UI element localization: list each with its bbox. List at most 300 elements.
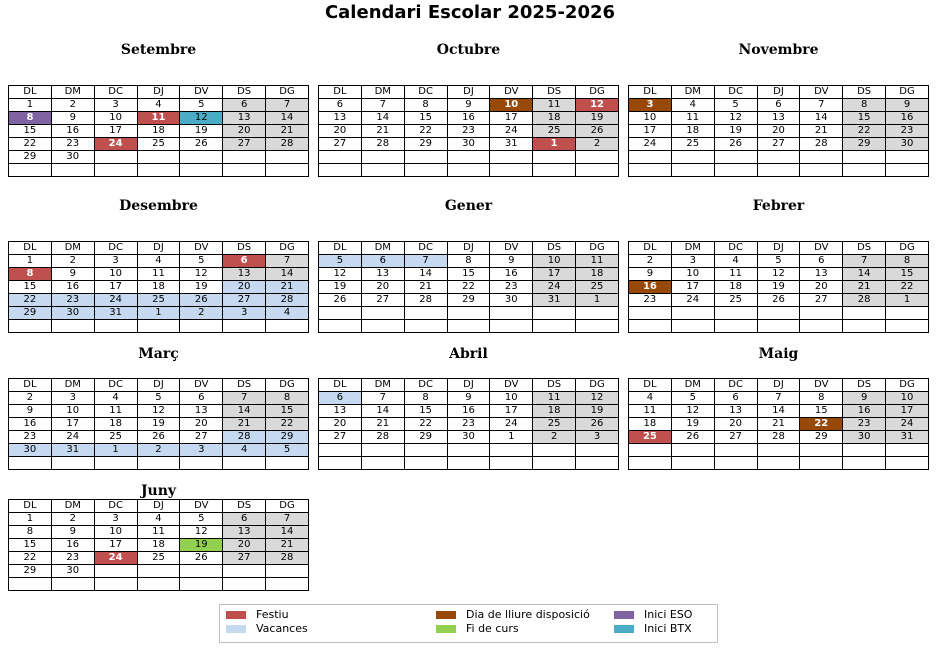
day-cell: 15 — [800, 405, 843, 418]
day-cell: 11 — [629, 405, 672, 418]
day-cell: 6 — [223, 99, 266, 112]
weekday-header: DG — [266, 500, 309, 513]
day-cell: 16 — [51, 125, 94, 138]
day-cell: 6 — [361, 255, 404, 268]
weekday-header-row — [9, 242, 309, 255]
day-cell: 8 — [886, 255, 929, 268]
day-cell: 1 — [9, 255, 52, 268]
day-cell — [319, 151, 362, 164]
weekday-header: DC — [714, 242, 757, 255]
day-cell — [51, 578, 94, 591]
day-cell: 17 — [94, 125, 137, 138]
day-cell: 5 — [319, 255, 362, 268]
day-cell: 30 — [886, 138, 929, 151]
day-cell: 18 — [137, 281, 180, 294]
weekday-header: DG — [576, 379, 619, 392]
weekday-header-row — [319, 86, 619, 99]
day-cell: 9 — [629, 268, 672, 281]
day-cell: 2 — [51, 99, 94, 112]
day-cell — [671, 307, 714, 320]
day-cell: 2 — [576, 138, 619, 151]
weekday-header: DL — [319, 242, 362, 255]
day-cell — [629, 444, 672, 457]
weekday-header: DS — [843, 86, 886, 99]
day-cell: 12 — [576, 392, 619, 405]
day-cell — [266, 164, 309, 177]
day-cell: 25 — [137, 294, 180, 307]
day-cell: 1 — [886, 294, 929, 307]
day-cell: 15 — [9, 539, 52, 552]
day-cell: 18 — [137, 125, 180, 138]
weekday-header: DG — [266, 242, 309, 255]
day-cell: 8 — [266, 392, 309, 405]
weekday-header: DL — [9, 86, 52, 99]
legend-swatch-lliure — [436, 611, 456, 619]
day-cell: 4 — [137, 99, 180, 112]
day-cell: 16 — [51, 539, 94, 552]
day-cell — [629, 164, 672, 177]
day-cell: 6 — [223, 513, 266, 526]
day-cell: 4 — [714, 255, 757, 268]
day-cell — [180, 578, 223, 591]
legend — [219, 604, 718, 643]
weekday-header: DG — [266, 86, 309, 99]
day-cell: 6 — [180, 392, 223, 405]
weekday-header: DL — [629, 242, 672, 255]
day-cell: 15 — [843, 112, 886, 125]
day-cell: 28 — [266, 552, 309, 565]
day-cell: 10 — [490, 392, 533, 405]
week-row — [9, 457, 309, 470]
day-cell — [361, 307, 404, 320]
week-row — [9, 565, 309, 578]
weekday-header: DM — [51, 86, 94, 99]
day-cell — [9, 457, 52, 470]
day-cell: 22 — [404, 125, 447, 138]
weekday-header: DJ — [137, 500, 180, 513]
day-cell: 25 — [137, 138, 180, 151]
day-cell: 12 — [319, 268, 362, 281]
day-cell — [800, 320, 843, 333]
weekday-header: DJ — [137, 379, 180, 392]
day-cell: 28 — [266, 138, 309, 151]
day-cell: 28 — [361, 431, 404, 444]
weekday-header-row — [629, 379, 929, 392]
day-cell: 15 — [886, 268, 929, 281]
day-cell: 26 — [180, 552, 223, 565]
weekday-header-row — [629, 242, 929, 255]
day-cell: 22 — [9, 294, 52, 307]
month-table — [318, 378, 619, 470]
day-cell — [757, 444, 800, 457]
week-row — [9, 405, 309, 418]
day-cell: 27 — [319, 138, 362, 151]
day-cell: 18 — [671, 125, 714, 138]
day-cell: 29 — [266, 431, 309, 444]
week-row — [629, 164, 929, 177]
day-cell: 10 — [671, 268, 714, 281]
month-table — [8, 241, 309, 333]
day-cell: 15 — [404, 405, 447, 418]
day-cell — [490, 164, 533, 177]
day-cell: 19 — [757, 281, 800, 294]
day-cell: 18 — [629, 418, 672, 431]
day-cell: 8 — [9, 526, 52, 539]
day-cell — [94, 578, 137, 591]
month-title: Juny — [140, 483, 177, 499]
day-cell: 18 — [576, 268, 619, 281]
week-row — [9, 513, 309, 526]
weekday-header: DC — [94, 500, 137, 513]
day-cell: 30 — [9, 444, 52, 457]
day-cell: 21 — [757, 418, 800, 431]
day-cell: 7 — [404, 255, 447, 268]
day-cell — [94, 565, 137, 578]
week-row — [319, 307, 619, 320]
day-cell: 7 — [266, 513, 309, 526]
day-cell: 11 — [137, 268, 180, 281]
day-cell: 25 — [533, 418, 576, 431]
legend-label-vacances: Vacances — [256, 622, 308, 635]
day-cell: 14 — [266, 526, 309, 539]
day-cell: 25 — [576, 281, 619, 294]
weekday-header: DG — [886, 242, 929, 255]
day-cell: 15 — [9, 281, 52, 294]
day-cell — [94, 164, 137, 177]
day-cell: 29 — [9, 307, 52, 320]
day-cell: 2 — [629, 255, 672, 268]
day-cell: 14 — [266, 268, 309, 281]
week-row — [629, 125, 929, 138]
day-cell: 2 — [180, 307, 223, 320]
day-cell: 5 — [180, 99, 223, 112]
day-cell: 10 — [94, 268, 137, 281]
day-cell: 14 — [361, 405, 404, 418]
week-row — [9, 320, 309, 333]
day-cell — [576, 444, 619, 457]
week-row — [629, 138, 929, 151]
day-cell: 13 — [714, 405, 757, 418]
day-cell: 29 — [9, 565, 52, 578]
week-row — [9, 392, 309, 405]
day-cell: 5 — [180, 513, 223, 526]
day-cell: 9 — [9, 405, 52, 418]
day-cell: 9 — [490, 255, 533, 268]
week-row — [629, 444, 929, 457]
day-cell: 31 — [533, 294, 576, 307]
day-cell: 12 — [714, 112, 757, 125]
day-cell: 29 — [404, 431, 447, 444]
day-cell — [404, 151, 447, 164]
day-cell: 11 — [671, 112, 714, 125]
day-cell: 3 — [629, 99, 672, 112]
day-cell: 2 — [137, 444, 180, 457]
day-cell: 2 — [9, 392, 52, 405]
day-cell — [490, 307, 533, 320]
day-cell: 24 — [533, 281, 576, 294]
day-cell: 3 — [94, 513, 137, 526]
weekday-header: DM — [361, 242, 404, 255]
day-cell — [137, 320, 180, 333]
day-cell: 16 — [9, 418, 52, 431]
day-cell: 22 — [843, 125, 886, 138]
day-cell — [180, 457, 223, 470]
legend-swatch-inici-btx — [614, 625, 634, 633]
weekday-header: DM — [51, 379, 94, 392]
day-cell: 5 — [714, 99, 757, 112]
day-cell: 13 — [319, 405, 362, 418]
day-cell — [266, 578, 309, 591]
day-cell: 11 — [137, 112, 180, 125]
day-cell — [361, 457, 404, 470]
month-table — [8, 378, 309, 470]
legend-swatch-fi-curs — [436, 625, 456, 633]
day-cell — [137, 578, 180, 591]
weekday-header: DV — [490, 242, 533, 255]
day-cell: 23 — [843, 418, 886, 431]
day-cell: 13 — [180, 405, 223, 418]
legend-label-lliure: Dia de lliure disposició — [466, 608, 590, 621]
day-cell: 27 — [223, 138, 266, 151]
day-cell: 6 — [223, 255, 266, 268]
day-cell: 24 — [629, 138, 672, 151]
day-cell: 23 — [51, 552, 94, 565]
day-cell — [223, 320, 266, 333]
day-cell: 14 — [800, 112, 843, 125]
week-row — [319, 444, 619, 457]
day-cell: 8 — [9, 112, 52, 125]
day-cell: 27 — [361, 294, 404, 307]
day-cell: 13 — [223, 112, 266, 125]
day-cell: 9 — [843, 392, 886, 405]
weekday-header: DG — [886, 379, 929, 392]
day-cell: 7 — [843, 255, 886, 268]
day-cell — [490, 320, 533, 333]
day-cell: 25 — [714, 294, 757, 307]
day-cell: 29 — [404, 138, 447, 151]
day-cell: 11 — [533, 392, 576, 405]
day-cell: 25 — [671, 138, 714, 151]
day-cell: 31 — [886, 431, 929, 444]
day-cell: 20 — [319, 125, 362, 138]
month-table — [8, 499, 309, 591]
week-row — [9, 526, 309, 539]
day-cell: 8 — [843, 99, 886, 112]
weekday-header: DL — [9, 379, 52, 392]
day-cell: 16 — [51, 281, 94, 294]
month-title: Desembre — [119, 198, 198, 214]
weekday-header: DG — [576, 242, 619, 255]
day-cell — [51, 164, 94, 177]
weekday-header: DJ — [757, 242, 800, 255]
day-cell — [447, 307, 490, 320]
day-cell: 31 — [51, 444, 94, 457]
week-row — [319, 268, 619, 281]
week-row — [9, 164, 309, 177]
day-cell — [266, 320, 309, 333]
day-cell: 23 — [447, 418, 490, 431]
day-cell: 12 — [137, 405, 180, 418]
day-cell — [9, 320, 52, 333]
day-cell: 1 — [533, 138, 576, 151]
week-row — [319, 151, 619, 164]
legend-label-inici-eso: Inici ESO — [644, 608, 693, 621]
weekday-header-row — [9, 500, 309, 513]
month-title: Febrer — [752, 198, 805, 214]
day-cell: 30 — [447, 138, 490, 151]
day-cell — [629, 307, 672, 320]
day-cell: 7 — [266, 99, 309, 112]
day-cell: 4 — [671, 99, 714, 112]
day-cell: 18 — [94, 418, 137, 431]
day-cell: 17 — [886, 405, 929, 418]
day-cell: 14 — [757, 405, 800, 418]
day-cell: 28 — [843, 294, 886, 307]
week-row — [319, 392, 619, 405]
day-cell: 9 — [447, 99, 490, 112]
day-cell: 12 — [757, 268, 800, 281]
week-row — [629, 99, 929, 112]
week-row — [319, 255, 619, 268]
day-cell — [533, 444, 576, 457]
day-cell — [576, 457, 619, 470]
day-cell: 29 — [447, 294, 490, 307]
day-cell — [266, 457, 309, 470]
week-row — [629, 431, 929, 444]
day-cell: 27 — [180, 431, 223, 444]
weekday-header: DV — [490, 86, 533, 99]
day-cell — [404, 307, 447, 320]
month-title: Gener — [444, 198, 493, 214]
weekday-header: DJ — [447, 242, 490, 255]
week-row — [9, 138, 309, 151]
day-cell — [671, 457, 714, 470]
day-cell: 25 — [94, 431, 137, 444]
month-table — [318, 85, 619, 177]
weekday-header: DM — [51, 500, 94, 513]
day-cell — [843, 444, 886, 457]
week-row — [629, 151, 929, 164]
day-cell: 22 — [404, 418, 447, 431]
day-cell — [447, 444, 490, 457]
day-cell — [137, 457, 180, 470]
day-cell — [447, 164, 490, 177]
day-cell: 22 — [447, 281, 490, 294]
weekday-header-row — [9, 86, 309, 99]
day-cell — [223, 457, 266, 470]
day-cell — [757, 164, 800, 177]
weekday-header: DM — [51, 242, 94, 255]
month-title: Octubre — [436, 42, 501, 58]
day-cell: 20 — [800, 281, 843, 294]
day-cell: 14 — [843, 268, 886, 281]
day-cell: 19 — [576, 112, 619, 125]
day-cell: 15 — [447, 268, 490, 281]
day-cell: 13 — [223, 268, 266, 281]
day-cell — [757, 151, 800, 164]
day-cell — [671, 164, 714, 177]
day-cell: 24 — [671, 294, 714, 307]
weekday-header: DM — [361, 86, 404, 99]
day-cell — [9, 578, 52, 591]
day-cell: 2 — [51, 255, 94, 268]
weekday-header: DS — [533, 379, 576, 392]
day-cell — [319, 307, 362, 320]
day-cell: 6 — [319, 392, 362, 405]
day-cell: 22 — [9, 552, 52, 565]
week-row — [319, 320, 619, 333]
day-cell: 5 — [671, 392, 714, 405]
day-cell — [576, 307, 619, 320]
day-cell — [319, 320, 362, 333]
day-cell: 12 — [180, 526, 223, 539]
day-cell: 27 — [714, 431, 757, 444]
day-cell: 12 — [180, 268, 223, 281]
day-cell — [137, 151, 180, 164]
day-cell: 13 — [223, 526, 266, 539]
day-cell — [576, 320, 619, 333]
day-cell: 6 — [714, 392, 757, 405]
month-title: Març — [138, 346, 179, 362]
day-cell: 3 — [576, 431, 619, 444]
day-cell — [533, 151, 576, 164]
weekday-header: DC — [404, 86, 447, 99]
weekday-header: DC — [94, 86, 137, 99]
day-cell: 28 — [404, 294, 447, 307]
day-cell: 18 — [714, 281, 757, 294]
day-cell — [714, 151, 757, 164]
week-row — [319, 125, 619, 138]
day-cell — [843, 457, 886, 470]
day-cell — [800, 164, 843, 177]
day-cell: 7 — [266, 255, 309, 268]
day-cell — [886, 457, 929, 470]
weekday-header-row — [319, 379, 619, 392]
weekday-header: DS — [223, 242, 266, 255]
weekday-header: DV — [800, 242, 843, 255]
week-row — [319, 418, 619, 431]
month-title: Setembre — [120, 42, 197, 58]
week-row — [629, 294, 929, 307]
day-cell — [9, 164, 52, 177]
day-cell: 5 — [180, 255, 223, 268]
day-cell — [361, 151, 404, 164]
day-cell: 1 — [137, 307, 180, 320]
week-row — [9, 444, 309, 457]
weekday-header: DG — [886, 86, 929, 99]
day-cell — [180, 565, 223, 578]
day-cell — [629, 457, 672, 470]
day-cell: 30 — [843, 431, 886, 444]
weekday-header: DC — [404, 379, 447, 392]
weekday-header: DJ — [757, 86, 800, 99]
day-cell: 21 — [843, 281, 886, 294]
day-cell: 23 — [629, 294, 672, 307]
weekday-header: DC — [404, 242, 447, 255]
day-cell: 3 — [671, 255, 714, 268]
day-cell — [886, 151, 929, 164]
day-cell: 19 — [714, 125, 757, 138]
day-cell: 20 — [757, 125, 800, 138]
weekday-header: DL — [319, 86, 362, 99]
week-row — [9, 431, 309, 444]
weekday-header: DC — [714, 379, 757, 392]
day-cell: 25 — [533, 125, 576, 138]
day-cell: 23 — [9, 431, 52, 444]
weekday-header: DJ — [137, 242, 180, 255]
day-cell: 7 — [361, 99, 404, 112]
day-cell: 16 — [447, 405, 490, 418]
